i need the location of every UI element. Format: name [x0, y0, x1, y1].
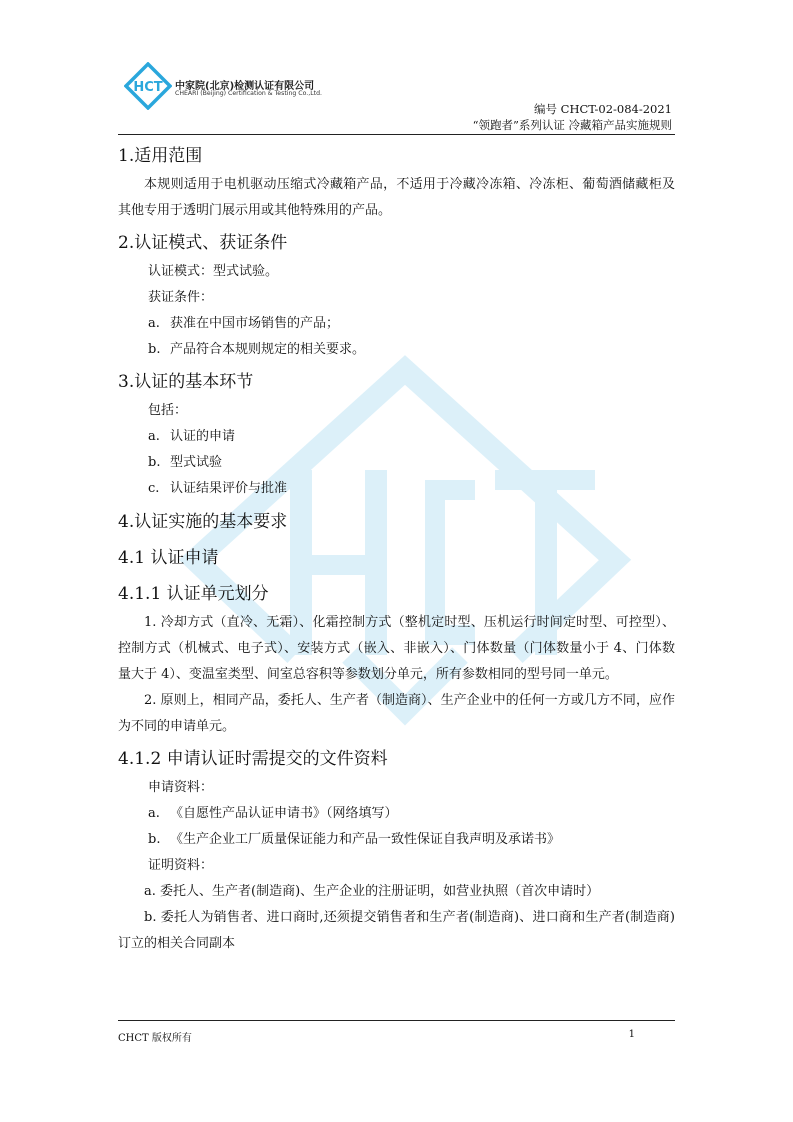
- list-item: a. 认证的申请: [148, 429, 236, 444]
- section-4-1-1-heading: 4.1.1 认证单元划分: [118, 584, 269, 604]
- list-item: a. 《自愿性产品认证申请书》（网络填写）: [148, 806, 398, 821]
- list-item: b. 型式试验: [148, 455, 223, 470]
- cert-conditions-label: 获证条件：: [148, 290, 214, 305]
- section-2-heading: 2.认证模式、获证条件: [118, 233, 288, 253]
- logo-text: HCT: [133, 80, 163, 95]
- section-1-body: 本规则适用于电机驱动压缩式冷藏箱产品，不适用于冷藏冷冻箱、冷冻柜、葡萄酒储藏柜及其他专用于透明门展示用或其他特殊用的产品。: [118, 177, 675, 218]
- list-item: c. 认证结果评价与批准: [148, 481, 288, 496]
- footer-divider: [118, 1020, 675, 1021]
- document-body: [118, 140, 675, 957]
- company-name-en: CHEARI (Beijing) Certification & Testing Co.,Ltd.: [175, 90, 322, 97]
- proof-item-b: b. 委托人为销售者、进口商时,还须提交销售者和生产者(制造商)、进口商和生产者(制造商)订立的相关合同副本: [118, 910, 675, 951]
- section-3-heading: 3.认证的基本环节: [118, 372, 254, 392]
- section-3-intro: 包括：: [148, 403, 188, 418]
- hct-logo: [124, 62, 172, 110]
- page-number: 1: [628, 1029, 635, 1040]
- unit-division-rule-1: 1. 冷却方式（直冷、无霜）、化霜控制方式（整机定时型、压机运行时间定时型、可控型）、控制方式（机械式、电子式）、安装方式（嵌入、非嵌入）、门体数量（门体数量小于 4、门体数量大于 4）、变温室类型、间室总容积等参数划分单元，所有参数相同的型号同一单元。: [118, 615, 675, 682]
- list-item: a. 获准在中国市场销售的产品；: [148, 316, 340, 331]
- section-4-heading: 4.认证实施的基本要求: [118, 512, 288, 532]
- unit-division-rule-2: 2. 原则上，相同产品，委托人、生产者（制造商）、生产企业中的任何一方或几方不同，应作为不同的申请单元。: [118, 693, 675, 734]
- section-4-1-heading: 4.1 认证申请: [118, 548, 219, 568]
- list-item: b. 《生产企业工厂质量保证能力和产品一致性保证自我声明及承诺书》: [148, 832, 561, 847]
- proof-item-a: a. 委托人、生产者(制造商)、生产企业的注册证明，如营业执照（首次申请时）: [144, 884, 600, 899]
- section-4-1-2-heading: 4.1.2 申请认证时需提交的文件资料: [118, 749, 388, 769]
- section-1-heading: 1.适用范围: [118, 146, 203, 166]
- header-divider: [118, 134, 675, 135]
- list-item: b. 产品符合本规则规定的相关要求。: [148, 342, 366, 357]
- apply-docs-label: 申请资料：: [148, 780, 214, 795]
- document-subtitle: “领跑者”系列认证 冷藏箱产品实施规则: [472, 118, 672, 132]
- copyright: CHCT 版权所有: [118, 1033, 192, 1044]
- company-name-cn: 中家院(北京)检测认证有限公司: [175, 81, 315, 92]
- proof-docs-label: 证明资料：: [148, 858, 214, 873]
- cert-mode: 认证模式：型式试验。: [148, 264, 279, 279]
- document-code: 编号 CHCT-02-084-2021: [534, 102, 672, 116]
